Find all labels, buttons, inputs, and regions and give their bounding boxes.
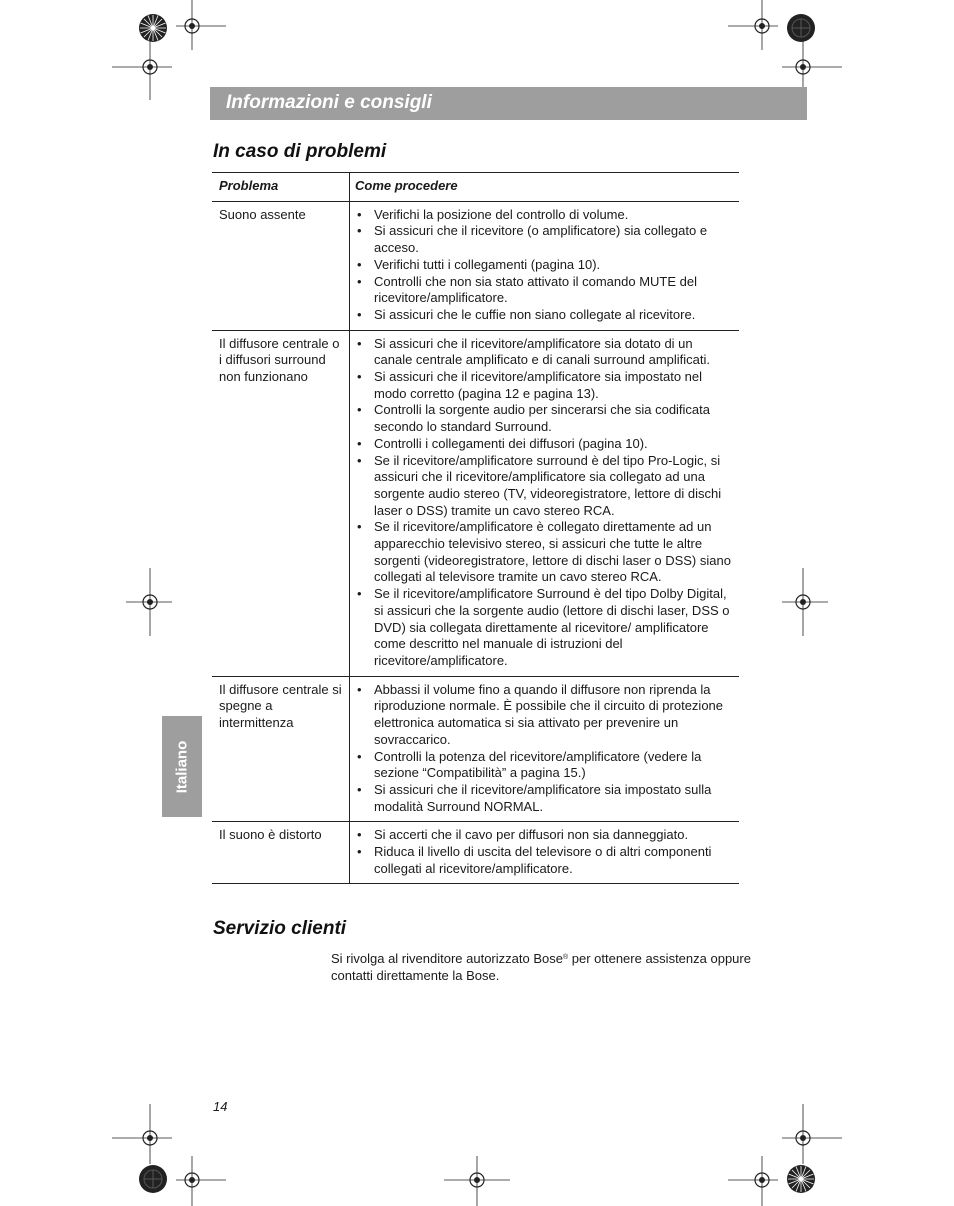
registration-mark-icon <box>782 568 832 636</box>
registration-mark-icon <box>170 1156 226 1206</box>
table-row <box>212 676 739 822</box>
list-item: • Verifichi tutti i collegamenti (pagina 10). <box>355 257 733 274</box>
action-list <box>355 336 733 670</box>
problem-cell: Il diffusore centrale o i diffusori surround non funzionano <box>212 330 350 676</box>
starburst-target-icon <box>786 1164 816 1194</box>
list-item: • Se il ricevitore/amplificatore Surround è del tipo Dolby Digital, si assicuri che la sorgente audio (lettore di dischi laser, DSS o DVD) sia collegata direttamente al ricevitore/ amplificatore come descritto nel manuale di istruzioni del ricevitore/amplificatore. <box>355 586 733 670</box>
action-list <box>355 682 733 816</box>
problem-cell: Suono assente <box>212 201 350 330</box>
problem-cell: Il suono è distorto <box>212 822 350 884</box>
list-item: • Riduca il livello di uscita del televisore o di altri componenti collegati al ricevitore/amplificatore. <box>355 844 733 877</box>
table-row <box>212 822 739 884</box>
list-item: • Abbassi il volume fino a quando il diffusore non riprenda la riproduzione normale. È possibile che il circuito di protezione elettronica automatica si sia attivato per prevenire un sovraccarico. <box>355 682 733 749</box>
table-row <box>212 330 739 676</box>
list-item: • Controlli la sorgente audio per sincerarsi che sia codificata secondo lo standard Surround. <box>355 402 733 435</box>
registration-mark-icon <box>112 1104 172 1164</box>
language-tab <box>162 716 202 817</box>
actions-cell <box>350 822 740 884</box>
header-title: Informazioni e consigli <box>226 92 432 113</box>
list-item: • Si assicuri che il ricevitore/amplificatore sia dotato di un canale centrale amplificato e di canali surround amplificati. <box>355 336 733 369</box>
list-item: • Si assicuri che le cuffie non siano collegate al ricevitore. <box>355 307 733 324</box>
list-item: • Si assicuri che il ricevitore/amplificatore sia impostato nel modo corretto (pagina 12 e pagina 13). <box>355 369 733 402</box>
list-item: • Si assicuri che il ricevitore (o amplificatore) sia collegato e acceso. <box>355 223 733 256</box>
service-text-start: Si rivolga al rivenditore autorizzato Bose <box>331 951 563 966</box>
actions-cell <box>350 201 740 330</box>
section-title-customer-service: Servizio clienti <box>213 918 347 939</box>
list-item: • Si assicuri che il ricevitore/amplificatore sia impostato sulla modalità Surround NORMAL. <box>355 782 733 815</box>
registered-mark: ® <box>562 954 569 961</box>
starburst-target-icon <box>138 13 168 43</box>
table-header-row <box>212 173 739 202</box>
column-header-problem: Problema <box>212 173 350 202</box>
service-text-end: per ottenere assistenza oppure contatti direttamente la Bose. <box>331 951 751 983</box>
registration-mark-icon <box>112 40 172 100</box>
page-number: 14 <box>213 1099 228 1114</box>
registration-mark-icon <box>728 1156 784 1206</box>
list-item: • Se il ricevitore/amplificatore surround è del tipo Pro-Logic, si assicuri che il ricevitore/amplificatore sia collegato ad una sorgente audio stereo (TV, videoregistratore, lettore di dischi laser o DSS) tramite un cavo stereo RCA. <box>355 453 733 520</box>
list-item: • Si accerti che il cavo per diffusori non sia danneggiato. <box>355 827 733 844</box>
list-item: • Controlli che non sia stato attivato il comando MUTE del ricevitore/amplificatore. <box>355 274 733 307</box>
list-item: • Controlli la potenza del ricevitore/amplificatore (vedere la sezione “Compatibilità” a pagina 15.) <box>355 749 733 782</box>
actions-cell <box>350 676 740 822</box>
filled-target-icon <box>138 1164 168 1194</box>
filled-target-icon <box>786 13 816 43</box>
action-list <box>355 827 733 877</box>
actions-cell <box>350 330 740 676</box>
customer-service-text <box>331 949 751 984</box>
table-row <box>212 201 739 330</box>
troubleshooting-table <box>212 172 739 884</box>
section-title-problems: In caso di problemi <box>213 141 387 162</box>
problem-cell: Il diffusore centrale si spegne a intermittenza <box>212 676 350 822</box>
registration-mark-icon <box>728 0 784 50</box>
language-tab-label: Italiano <box>173 740 191 793</box>
list-item: • Verifichi la posizione del controllo di volume. <box>355 207 733 224</box>
header-bar <box>210 87 807 120</box>
registration-mark-icon <box>444 1156 510 1206</box>
registration-mark-icon <box>782 1104 842 1164</box>
registration-mark-icon <box>170 0 226 50</box>
registration-mark-icon <box>122 568 172 636</box>
list-item: • Se il ricevitore/amplificatore è collegato direttamente ad un apparecchio televisivo stereo, si assicuri che tutte le altre sorgenti (videoregistratore, lettore di dischi laser o DSS) siano collegati al televisore tramite un cavo stereo RCA. <box>355 519 733 586</box>
column-header-action: Come procedere <box>350 173 740 202</box>
action-list <box>355 207 733 324</box>
list-item: • Controlli i collegamenti dei diffusori (pagina 10). <box>355 436 733 453</box>
